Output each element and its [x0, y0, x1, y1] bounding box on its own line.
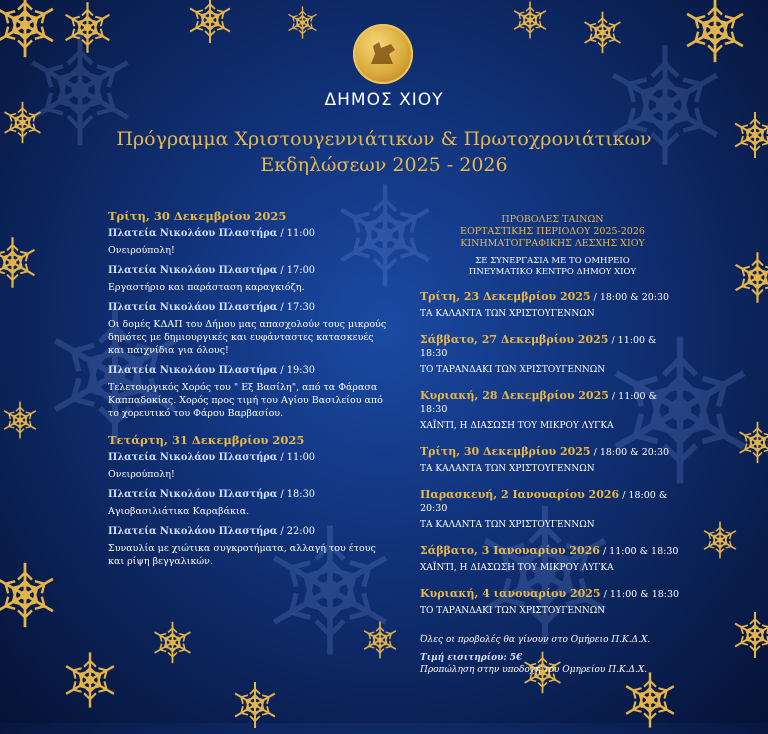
screening-date: Τρίτη, 30 Δεκεμβρίου 2025: [420, 445, 591, 458]
event-description: Ονειρούπολη!: [108, 468, 388, 481]
snowflake-icon: [185, 0, 235, 49]
event-time: / 18:30: [277, 489, 315, 500]
page-title: [0, 126, 768, 178]
screening-date: Παρασκευή, 2 Ιανουαρίου 2026: [420, 488, 619, 501]
screening-time: / 18:00 & 20:30: [591, 447, 670, 458]
movie-title: ΤΑ ΚΑΛΑΝΤΑ ΤΩΝ ΧΡΙΣΤΟΥΓΕΝΝΩΝ: [420, 463, 685, 476]
screening-date: Κυριακή, 28 Δεκεμβρίου 2025: [420, 389, 609, 402]
venue-note: Όλες οι προβολές θα γίνουν στο Ομήρειο Π.Κ.Δ.Χ.: [420, 634, 685, 646]
snowflake-icon: [285, 5, 320, 44]
sphinx-emblem-icon: [363, 34, 403, 74]
event-item: [108, 525, 388, 568]
event-item: [108, 301, 388, 357]
screening-time: / 11:00 & 18:30: [600, 546, 679, 557]
event-time: / 11:00: [277, 452, 315, 463]
event-description: Ονειρούπολη!: [108, 244, 388, 257]
event-place: Πλατεία Νικολάου Πλαστήρα / 22:00: [108, 525, 388, 538]
snowflake-icon: [730, 610, 768, 664]
event-item: [108, 227, 388, 257]
screening-time: / 18:00 & 20:30: [591, 292, 670, 303]
title-line-1: Πρόγραμμα Χριστουγεννιάτικων & Πρωτοχρονιάτικων: [0, 126, 768, 152]
movie-title: ΤΑ ΚΑΛΑΝΤΑ ΤΩΝ ΧΡΙΣΤΟΥΓΕΝΝΩΝ: [420, 519, 685, 532]
screening-time: / 11:00 & 18:30: [420, 335, 657, 359]
screening-item: [420, 587, 685, 618]
snowflake-icon: [230, 680, 280, 734]
event-item: [108, 364, 388, 420]
event-place: Πλατεία Νικολάου Πλαστήρα / 11:00: [108, 451, 388, 464]
screening-item: [420, 544, 685, 575]
movie-title: ΧΑΪΝΤΙ, Η ΔΙΑΣΩΣΗ ΤΟΥ ΜΙΚΡΟΥ ΛΥΓΚΑ: [420, 562, 685, 575]
screening-time: / 11:00 & 18:30: [601, 589, 680, 600]
event-item: [108, 488, 388, 518]
snowflake-icon: [700, 520, 740, 564]
snowflake-icon: [735, 420, 768, 469]
municipality-logo: [353, 24, 413, 84]
event-description: Εργαστήριο και παράσταση καραγκιόζη.: [108, 281, 388, 294]
event-place: Πλατεία Νικολάου Πλαστήρα / 11:00: [108, 227, 388, 240]
snowflake-icon: [510, 0, 550, 44]
day-heading: Τρίτη, 30 Δεκεμβρίου 2025: [108, 210, 388, 223]
day-heading: Τετάρτη, 31 Δεκεμβρίου 2025: [108, 434, 388, 447]
snowflake-icon: [360, 620, 400, 664]
presale-note: Προπώληση στην υποδοχή του Ομηρείου Π.Κ.Δ.Χ.: [420, 664, 685, 676]
movie-title: ΤΟ ΤΑΡΑΝΔΑΚΙ ΤΩΝ ΧΡΙΣΤΟΥΓΕΝΝΩΝ: [420, 364, 685, 377]
event-description: Τελετουργικός Χορός του " Εξ Βασίλη", από τα Φάρασα Καππαδοκίας. Χορός προς τιμή του Αγίου Βασιλείου από το χορευτικό του Φάρου Βαρβασίου.: [108, 381, 388, 420]
screening-notes: [420, 634, 685, 676]
municipality-name: ΔΗΜΟΣ ΧΙΟΥ: [0, 90, 768, 110]
screening-date: Σάββατο, 3 Ιανουαρίου 2026: [420, 544, 600, 557]
event-place: Πλατεία Νικολάου Πλαστήρα / 17:00: [108, 264, 388, 277]
snowflake-icon: [0, 400, 40, 444]
snowflake-icon: [60, 650, 120, 714]
screening-time: / 11:00 & 18:30: [420, 391, 657, 415]
screening-item: [420, 488, 685, 532]
title-line-2: Εκδηλώσεων 2025 - 2026: [0, 152, 768, 178]
screenings-heading: ΚΙΝΗΜΑΤΟΓΡΑΦΙΚΗΣ ΛΕΣΧΗΣ ΧΙΟΥ: [420, 238, 685, 250]
event-time: / 17:30: [277, 302, 315, 313]
screening-item: [420, 290, 685, 321]
event-item: [108, 451, 388, 481]
snowflake-icon: [150, 620, 195, 669]
snowflake-icon: [0, 560, 60, 634]
screenings-heading: ΠΡΟΒΟΛΕΣ ΤΑΙΝΩΝ: [420, 214, 685, 226]
event-description: Συναυλία με χιώτικα συγκροτήματα, αλλαγή του έτους και ρίψη βεγγαλικών.: [108, 542, 388, 568]
screening-item: [420, 445, 685, 476]
snowflake-icon: [0, 235, 40, 294]
event-description: Αγιοβασιλιάτικα Καραβάκια.: [108, 505, 388, 518]
movie-title: ΤΑ ΚΑΛΑΝΤΑ ΤΩΝ ΧΡΙΣΤΟΥΓΕΝΝΩΝ: [420, 308, 685, 321]
snowflake-icon: [730, 250, 768, 309]
snowflake-icon: [0, 0, 60, 64]
movie-title: ΧΑΪΝΤΙ, Η ΔΙΑΣΩΣΗ ΤΟΥ ΜΙΚΡΟΥ ΛΥΓΚΑ: [420, 420, 685, 433]
screening-date: Κυριακή, 4 ιανουαρίου 2025: [420, 587, 601, 600]
event-place: Πλατεία Νικολάου Πλαστήρα / 17:30: [108, 301, 388, 314]
screening-item: [420, 333, 685, 377]
movie-title: ΤΟ ΤΑΡΑΝΔΑΚΙ ΤΩΝ ΧΡΙΣΤΟΥΓΕΝΝΩΝ: [420, 605, 685, 618]
snowflake-icon: [680, 0, 750, 69]
events-column: [108, 210, 388, 575]
screening-date: Σάββατο, 27 Δεκεμβρίου 2025: [420, 333, 608, 346]
film-screenings-column: [420, 214, 685, 676]
event-item: [108, 264, 388, 294]
event-time: / 17:00: [277, 265, 315, 276]
screenings-subheading: ΣΕ ΣΥΝΕΡΓΑΣΙΑ ΜΕ ΤΟ ΟΜΗΡΕΙΟ ΠΝΕΥΜΑΤΙΚΟ ΚΕΝΤΡΟ ΔΗΜΟΥ ΧΙΟΥ: [420, 256, 685, 278]
event-time: / 22:00: [277, 526, 315, 537]
ticket-price: Τιμή εισιτηρίου: 5€: [420, 652, 685, 664]
screening-item: [420, 389, 685, 433]
event-time: / 11:00: [277, 228, 315, 239]
snowflake-icon: [620, 670, 680, 734]
event-time: / 19:30: [277, 365, 315, 376]
screenings-heading: ΕΟΡΤΑΣΤΙΚΗΣ ΠΕΡΙΟΔΟΥ 2025-2026: [420, 226, 685, 238]
event-description: Οι δομές ΚΔΑΠ του Δήμου μας απασχολούν τους μικρούς δημότες με δημιουργικές και ευφάνταστες κατασκευές και παιχνίδια για όλους!: [108, 318, 388, 357]
snowflake-icon: [60, 0, 115, 59]
snowflake-icon: [580, 10, 625, 59]
event-place: Πλατεία Νικολάου Πλαστήρα / 19:30: [108, 364, 388, 377]
event-place: Πλατεία Νικολάου Πλαστήρα / 18:30: [108, 488, 388, 501]
screening-time: / 18:00 & 20:30: [420, 490, 667, 514]
screening-date: Τρίτη, 23 Δεκεμβρίου 2025: [420, 290, 591, 303]
